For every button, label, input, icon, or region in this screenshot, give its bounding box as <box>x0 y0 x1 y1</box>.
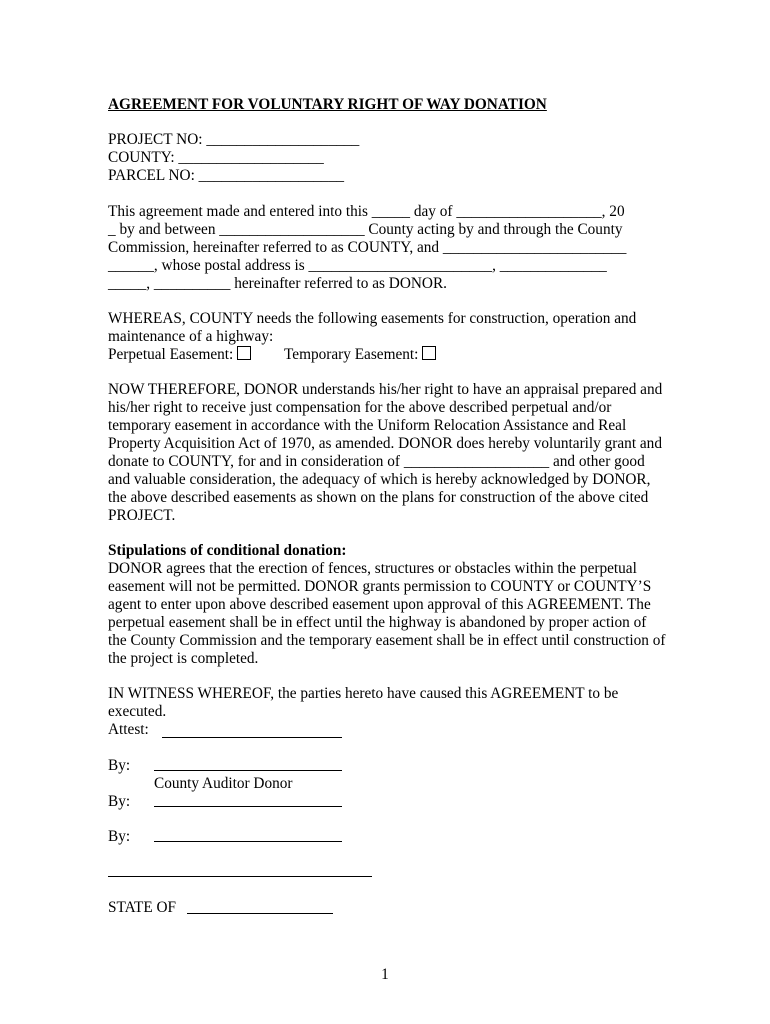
temporary-easement-row <box>284 346 436 364</box>
perpetual-easement-label: Perpetual Easement: <box>108 346 234 363</box>
now-therefore-line: the above described easements as shown on the plans for construction of the above cited <box>108 489 649 506</box>
page-number: 1 <box>381 966 389 983</box>
state-of-blank[interactable] <box>187 913 333 914</box>
temporary-easement-label: Temporary Easement: <box>284 346 419 363</box>
witness-line: IN WITNESS WHEREOF, the parties hereto have caused this AGREEMENT to be <box>108 685 619 702</box>
stipulations-line: perpetual easement shall be in effect until the highway is abandoned by proper action of <box>108 614 647 631</box>
state-of-label: STATE OF <box>108 899 177 916</box>
by-label-2: By: <box>108 793 131 810</box>
now-therefore-line: donate to COUNTY, for and in consideration of ___________________ and other good <box>108 453 645 470</box>
by-signature-line-2[interactable] <box>154 806 342 807</box>
intro-line: ______, whose postal address is ________________________, ______________ <box>108 257 607 274</box>
whereas-line: WHEREAS, COUNTY needs the following easements for construction, operation and <box>108 310 637 327</box>
project-no-field: PROJECT NO: ____________________ <box>108 131 360 148</box>
now-therefore-line: PROJECT. <box>108 507 176 524</box>
perpetual-easement-row <box>108 346 251 364</box>
now-therefore-line: and valuable consideration, the adequacy of which is hereby acknowledged by DONOR, <box>108 471 651 488</box>
temporary-easement-checkbox[interactable] <box>422 346 436 360</box>
stipulations-line: easement will not be permitted. DONOR grants permission to COUNTY or COUNTY’S <box>108 578 652 595</box>
intro-line: _ by and between ___________________ County acting by and through the County <box>108 221 623 238</box>
document-title: AGREEMENT FOR VOLUNTARY RIGHT OF WAY DONATION <box>108 96 547 113</box>
attest-label: Attest: <box>108 721 149 738</box>
perpetual-easement-checkbox[interactable] <box>237 346 251 360</box>
now-therefore-line: Property Acquisition Act of 1970, as amended. DONOR does hereby voluntarily grant and <box>108 435 662 452</box>
attest-signature-line[interactable] <box>162 737 342 738</box>
stipulations-line: DONOR agrees that the erection of fences, structures or obstacles within the perpetual <box>108 560 637 577</box>
stipulations-line: agent to enter upon above described easement upon approval of this AGREEMENT. The <box>108 596 651 613</box>
by-signature-line-1[interactable] <box>154 770 342 771</box>
stipulations-line: the project is completed. <box>108 650 259 667</box>
parcel-no-field: PARCEL NO: ___________________ <box>108 167 344 184</box>
county-field: COUNTY: ___________________ <box>108 149 324 166</box>
by-label-3: By: <box>108 828 131 845</box>
by-label-1: By: <box>108 757 131 774</box>
intro-line: _____, __________ hereinafter referred to as DONOR. <box>108 275 447 292</box>
stipulations-heading: Stipulations of conditional donation: <box>108 542 347 559</box>
county-auditor-donor-caption: County Auditor Donor <box>154 775 293 792</box>
witness-line: executed. <box>108 703 167 720</box>
by-signature-line-3[interactable] <box>154 841 342 842</box>
whereas-line: maintenance of a highway: <box>108 328 274 345</box>
intro-line: This agreement made and entered into this _____ day of ___________________, 20 <box>108 203 625 220</box>
stipulations-line: the County Commission and the temporary easement shall be in effect until construction of <box>108 632 666 649</box>
now-therefore-line: temporary easement in accordance with the Uniform Relocation Assistance and Real <box>108 417 627 434</box>
now-therefore-line: his/her right to receive just compensation for the above described perpetual and/or <box>108 399 612 416</box>
intro-line: Commission, hereinafter referred to as COUNTY, and ________________________ <box>108 239 627 256</box>
signature-line[interactable] <box>108 876 372 877</box>
now-therefore-line: NOW THEREFORE, DONOR understands his/her right to have an appraisal prepared and <box>108 381 663 398</box>
